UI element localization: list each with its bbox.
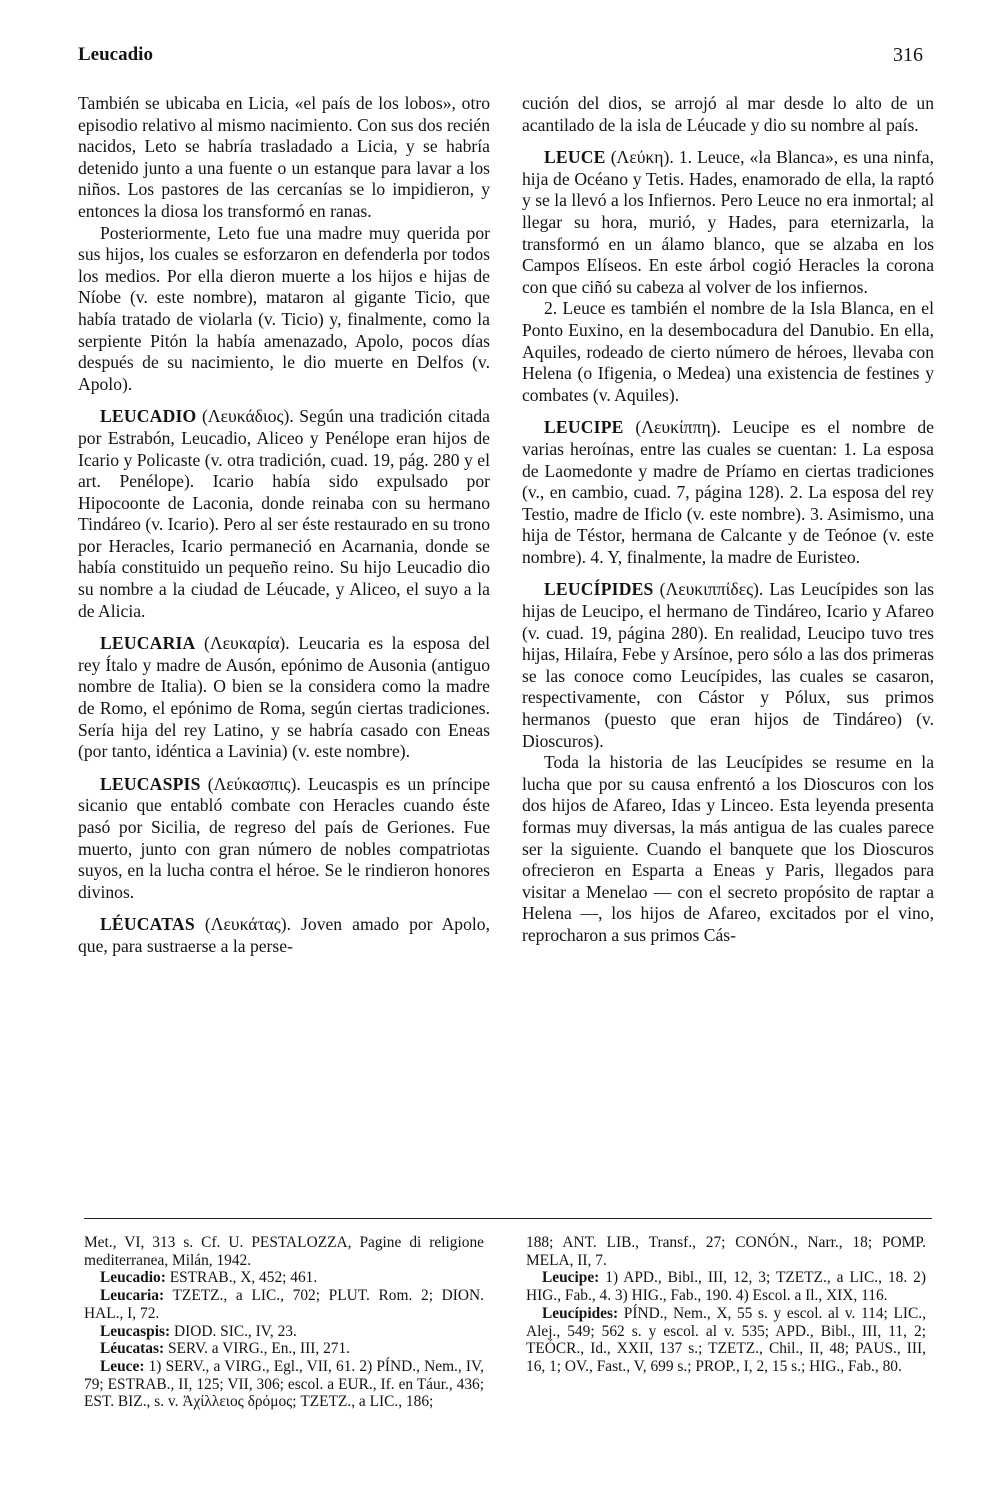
- lemma: LEUCASPIS: [100, 773, 201, 794]
- lemma: LEUCE: [544, 147, 606, 168]
- reference: Leucípides: PÍND., Nem., X, 55 s. y escol. al v. 114; LIC., Alej., 549; 562 s. y escol. al v. 535; APD., Bibl., III, 11, 2; TEÓCR., Id., XXII, 137 s.; TZETZ., Chil., II, 48; PAUS., III, 16, 1; OV., Fast., V, 699 s.; PROP., I, 2, 15 s.; HIG., Fab., 80.: [526, 1304, 926, 1375]
- page-header: [78, 44, 923, 74]
- lemma: LEUCARIA: [100, 633, 196, 654]
- lemma: LEUCADIO: [100, 406, 197, 427]
- lemma: LEUCIPE: [544, 417, 624, 438]
- paragraph: 2. Leuce es también el nombre de la Isla Blanca, en el Ponto Euxino, en la desembocadura del Danubio. En ella, Aquiles, rodeado de cierto número de héroes, llevaba con Helena (o Ifigenia, o Medea) una existencia de festines y combates (v. Aquiles).: [522, 298, 934, 405]
- entry-continuation: cución del dios, se arrojó al mar desde lo alto de un acantilado de la isla de Léucade y dio su nombre al país.: [522, 93, 934, 135]
- reference: Leucadio: ESTRAB., X, 452; 461.: [100, 1269, 318, 1287]
- lemma: LEUCÍPIDES: [544, 579, 654, 600]
- paragraph: Toda la historia de las Leucípides se resume en la lucha que por su causa enfrentó a los Dioscuros con los dos hijos de Afareo, Idas y Linceo. Esta leyenda presenta formas muy diversas, la más antigua de las cuales parece ser la siguiente. Cuando el banquete que los Dioscuros ofrecieron en Esparta a Eneas y Paris, llegados para visitar a Menelao — con el secreto propósito de raptar a Helena —, los hijos de Afareo, excitados por el vino, reprocharon a sus primos Cás-: [522, 752, 934, 945]
- reference: Met., VI, 313 s. Cf. U. PESTALOZZA, Pagine di religione mediterranea, Milán, 1942.: [84, 1234, 484, 1269]
- reference: 188; ANT. LIB., Transf., 27; CONÓN., Narr., 18; POMP. MELA, II, 7.: [526, 1234, 926, 1269]
- entry-leucaspis: LEUCASPIS (Λεύκασπις). Leucaspis es un príncipe sicanio que entabló combate con Heracles cuando éste pasó por Sicilia, de regreso del país de Geriones. Fue muerto, junto con gran número de nobles compatriotas suyos, en la lucha contra el héroe. Se le rindieron honores divinos.: [78, 773, 490, 902]
- reference: Leuce: 1) SERV., a VIRG., Egl., VII, 61. 2) PÍND., Nem., IV, 79; ESTRAB., II, 125; VII, 306; escol. a EUR., If. en Táur., 436; EST. BIZ., s. v. Ἀχίλλειος δρόμος; TZETZ., a LIC., 186;: [84, 1357, 484, 1411]
- reference-head: Leucaria:: [100, 1287, 165, 1305]
- reference: Leucipe: 1) APD., Bibl., III, 12, 3; TZETZ., a LIC., 18. 2) HIG., Fab., 4. 3) HIG., Fab., 190. 4) Escol. a Il., XIX, 116.: [526, 1269, 926, 1305]
- reference-head: Léucatas:: [100, 1340, 165, 1358]
- entry-leucatas: LÉUCATAS (Λευκάτας). Joven amado por Apolo, que, para sustraerse a la perse-: [78, 914, 490, 956]
- reference-head: Leuce:: [100, 1357, 145, 1375]
- reference: Leucaria: TZETZ., a LIC., 702; PLUT. Rom. 2; DION. HAL., I, 72.: [84, 1287, 484, 1322]
- reference-head: Leucipe:: [542, 1269, 600, 1287]
- entry-leuce: LEUCE (Λεύκη). 1. Leuce, «la Blanca», es una ninfa, hija de Océano y Tetis. Hades, enamorado de ella, la raptó y se la llevó a los Infiernos. Pero Leuce no era inmortal; al llegar su hora, murió, y Hades, para eternizarla, la transformó en un álamo blanco, que se alzaba en los Campos Elíseos. En este árbol cogió Heracles la corona con que ciñó su cabeza al volver de los infiernos.: [522, 147, 934, 297]
- footnote-rule: [84, 1218, 932, 1219]
- references-left-column: [84, 1234, 484, 1411]
- right-column: [522, 93, 934, 947]
- entry-leucaria: LEUCARIA (Λευκαρία). Leucaria es la esposa del rey Ítalo y madre de Ausón, epónimo de Ausonia (antiguo nombre de Italia). O bien se la considera como la madre de Romo, el epónimo de Roma, según ciertas tradiciones. Sería hija del rey Latino, y se habría casado con Eneas (por tanto, idéntica a Lavinia) (v. este nombre).: [78, 633, 490, 762]
- reference-head: Leucadio:: [100, 1269, 166, 1287]
- entry-continuation: También se ubicaba en Licia, «el país de los lobos», otro episodio relativo al mismo nacimiento. Con sus dos recién nacidos, Leto se habría trasladado a Licia, y se habría detenido junto a una fuente o un estanque para lavar a los niños. Los pastores de las cercanías se lo impidieron, y entonces la diosa los transformó en ranas.: [78, 93, 490, 221]
- entry-leucadio: LEUCADIO (Λευκάδιος). Según una tradición citada por Estrabón, Leucadio, Aliceo y Penélope eran hijos de Icario y Policaste (v. otra tradición, cuad. 19, pág. 280 y el art. Penélope). Icario había sido expulsado por Hipocoonte de Laconia, donde reinaba con su hermano Tindáreo (v. Icario). Pero al ser éste restaurado en su trono por Heracles, Icario permaneció en Acarnania, donde se había constituido un pequeño reino. Su hijo Leucadio dio su nombre a la ciudad de Léucade, y Aliceo, el suyo a la de Alicia.: [78, 406, 490, 621]
- entry-leucipides: LEUCÍPIDES (Λευκιππίδες). Las Leucípides son las hijas de Leucipo, el hermano de Tindáreo, Icario y Afareo (v. cuad. 19, página 280). En realidad, Leucipo tuvo tres hijas, Hilaíra, Febe y Arsínoe, pero sólo a las dos primeras se las conoce como Leucípides, las cuales se casaron, respectivamente, con Cástor y Pólux, sus primos hermanos (puesto que eran hijos de Tindáreo) (v. Dioscuros).: [522, 579, 934, 751]
- lemma: LÉUCATAS: [100, 914, 195, 935]
- left-column: [78, 93, 490, 958]
- paragraph: Posteriormente, Leto fue una madre muy querida por sus hijos, los cuales se esforzaron en defenderla por todos los medios. Por ella dieron muerte a los hijos e hijas de Níobe (v. este nombre), mataron al gigante Ticio, que había tratado de violarla (v. Ticio) y, finalmente, como la serpiente Pitón la había amenazado, Apolo, pocos días después de su nacimiento, le dio muerte en Delfos (v. Apolo).: [78, 222, 490, 394]
- references: [84, 1234, 932, 1474]
- reference: Léucatas: SERV. a VIRG., En., III, 271.: [100, 1340, 350, 1358]
- reference-head: Leucípides:: [542, 1304, 619, 1322]
- reference-head: Leucaspis:: [100, 1322, 171, 1340]
- entry-leucipe: LEUCIPE (Λευκίππη). Leucipe es el nombre de varias heroínas, entre las cuales se cuentan: 1. La esposa de Laomedonte y madre de Príamo en ciertas tradiciones (v., en cambio, cuad. 7, página 128). 2. La esposa del rey Testio, madre de Ificlo (v. este nombre). 3. Asimismo, una hija de Téstor, hermana de Calcante y de Teónoe (v. este nombre). 4. Y, finalmente, la madre de Euristeo.: [522, 417, 934, 567]
- reference: Leucaspis: DIOD. SIC., IV, 23.: [100, 1322, 297, 1340]
- running-head: Leucadio: [78, 44, 153, 65]
- page-number: 316: [893, 44, 923, 66]
- references-right-column: [526, 1234, 926, 1376]
